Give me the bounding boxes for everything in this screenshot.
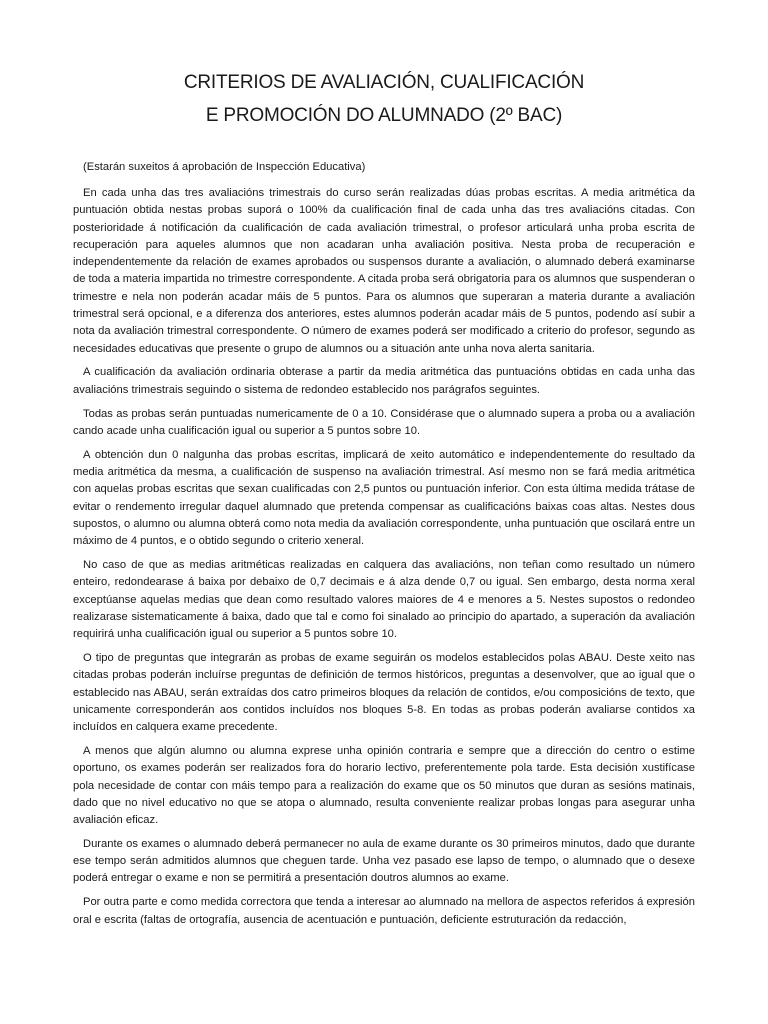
document-title-line-1: CRITERIOS DE AVALIACIÓN, CUALIFICACIÓN [183,72,585,93]
paragraph-scoring-scale: Todas as probas serán puntuadas numericamente de 0 a 10. Considérase que o alumnado supera a proba ou a avaliación cando acade unha cualificación igual ou superior a 5 puntos sobre 10. [73,407,695,437]
paragraph-question-types: O tipo de preguntas que integrarán as probas de exame seguirán os modelos establecidos polas ABAU. Deste xeito nas citadas probas poderán incluírse preguntas de definición de termos históricos, preguntas a desenvolver, que ao igual que o establecido nas ABAU, serán extraídas dos catro primeiros bloques da relación de contidos, e/ou composicións de texto, que unicamente corresponderán aos contidos incluídos nos bloques 5-8. En todas as probas poderán avaliarse contidos xa incluídos en calquera exame precedente. [73,651,695,734]
approval-note: (Estarán suxeitos á aprobación de Inspección Educativa) [83,161,366,173]
document-title-line-2: E PROMOCIÓN DO ALUMNADO (2º BAC) [205,105,563,126]
paragraph-corrective-measure: Por outra parte e como medida correctora que tenda a interesar ao alumnado na mellora de aspectos referidos á expresión oral e escrita (faltas de ortografía, ausencia de acentuación e puntuación, deficiente estruturación da redacción, [73,896,695,926]
paragraph-rounding: No caso de que as medias aritméticas realizadas en calquera das avaliacións, non teñan como resultado un número enteiro, redondearase á baixa por debaixo de 0,7 decimais e á alza dende 0,7 ou igual. Sen embargo, desta norma xeral exceptúanse aquelas medias que dean como resultado valores maiores de 4 e menores a 5. Nestes supostos o redondeo realizarase sistematicamente á baixa, dado que tal e como foi sinalado ao principio do apartado, a superación da avaliación requirirá unha cualificación igual ou superior a 5 puntos sobre 10. [73,558,695,641]
paragraph-exam-schedule: A menos que algún alumno ou alumna exprese unha opinión contraria e sempre que a dirección do centro o estime oportuno, os exames poderán ser realizados fora do horario lectivo, preferentemente pola tarde. Esta decisión xustifícase pola necesidade de contar con máis tempo para a realización do exame que os 50 minutos que duran as sesións matinais, dado que no nivel educativo no que se atopa o alumnado, resulta conveniente realizar probas longas para asegurar unha avaliación eficaz. [73,744,695,827]
paragraph-evaluations: En cada unha das tres avaliacións trimestrais do curso serán realizadas dúas probas escritas. A media aritmética da puntuación obtida nestas probas suporá o 100% da cualificación final de cada unha das tres avaliacións citadas. Con posterioridade á notificación da cualificación de cada avaliación trimestral, o profesor articulará unha proba escrita de recuperación para aqueles alumnos que non acadaran unha avaliación positiva. Nesta proba de recuperación e independentemente da relación de exames aprobados ou suspensos durante a avaliación, o alumnado deberá examinarse de toda a materia impartida no trimestre correspondente. A citada proba será obrigatoria para os alumnos que suspenderan o trimestre e nela non poderán acadar máis de 5 puntos. Para os alumnos que superaran a materia durante a avaliación trimestral será opcional, e a diferenza dos anteriores, estes alumnos poderán acadar máis de 5 puntos, podendo así subir a nota da avaliación trimestral correspondente. O número de exames poderá ser modificado a criterio do profesor, segundo as necesidades educativas que presente o grupo de alumnos ou a situación ante unha nova alerta sanitaria. [73,187,695,355]
title-block [73,66,695,132]
document-page [73,66,695,935]
paragraph-ordinary-grade: A cualificación da avaliación ordinaria obterase a partir da media aritmética das puntuacións obtidas en cada unha das avaliacións trimestrais seguindo o sistema de redondeo establecido nos parágrafos seguintes. [73,366,695,396]
paragraph-exam-attendance: Durante os exames o alumnado deberá permanecer no aula de exame durante os 30 primeiros minutos, dado que durante ese tempo serán admitidos alumnos que cheguen tarde. Unha vez pasado ese lapso de tempo, o alumnado que o desexe poderá entregar o exame e non se permitirá a presentación doutros alumnos ao exame. [73,837,695,885]
paragraph-zero-score: A obtención dun 0 nalgunha das probas escritas, implicará de xeito automático e independentemente do resultado da media aritmética da mesma, a cualificación de suspenso na avaliación trimestral. Así mesmo non se fará media aritmética con aquelas probas escritas que sexan cualificadas con 2,5 puntos ou puntuación inferior. Con esta última medida trátase de evitar o rendemento irregular daquel alumnado que pretenda compensar as cualificacións baixas coas altas. Nestes dous supostos, o alumno ou alumna obterá como nota media da avaliación correspondente, unha puntuación que oscilará entre un máximo de 4 puntos, e o obtido segundo o criterio xeneral. [73,448,695,548]
